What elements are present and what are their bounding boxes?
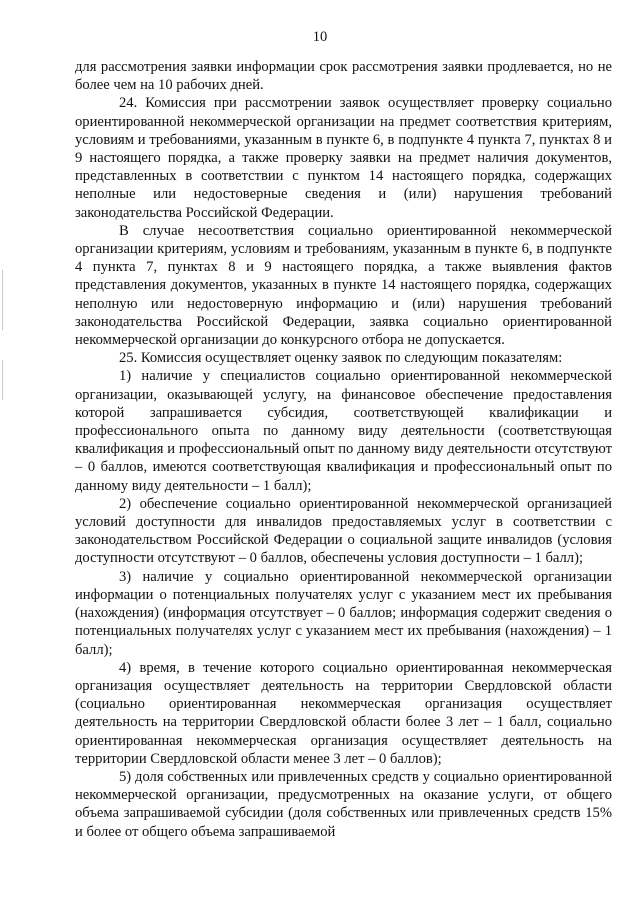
paragraph-noncompliance: В случае несоответствия социально ориентированной некоммерческой организации критериям, условиям и требованиям, указанным в пункте 6, в подпункте 4 пункта 7, пунктах 8 и 9 настоящего порядка, а также выявления фактов представления документов, указанных в пункте 14 настоящего порядка, содержащих неполную или недостоверную информацию и (или) нарушения требований законодательства Российской Федерации, заявка социально ориентированной некоммерческой организации до конкурсного отбора не допускается.	[75, 222, 612, 349]
page-number: 10	[312, 29, 328, 45]
paragraph-item-25: 25. Комиссия осуществляет оценку заявок по следующим показателям:	[119, 350, 563, 367]
criterion-4: 4) время, в течение которого социально ориентированная некоммерческая организация осуществляет деятельность на территории Свердловской области (социально ориентированная некоммерческая организация осуществляет деятельность на территории Свердловской области более 3 лет – 1 балл, социально ориентированная некоммерческая организация осуществляет деятельность на территории Свердловской области менее 3 лет – 0 баллов);	[75, 659, 612, 767]
criterion-2: 2) обеспечение социально ориентированной некоммерческой организацией условий доступности для инвалидов предоставляемых услуг в соответствии с законодательством Российской Федерации о социальной защите инвалидов (условия доступности отсутствуют – 0 баллов, обеспечены условия доступности – 1 балл);	[75, 495, 612, 567]
scan-edge-mark	[2, 270, 3, 330]
criterion-5: 5) доля собственных или привлеченных средств у социально ориентированной некоммерческой организации, предусмотренных на оказание услуги, от общего объема запрашиваемой субсидии (доля собственных или привлеченных средств 15% и более от общего объема запрашиваемой	[75, 768, 612, 840]
criterion-3: 3) наличие у социально ориентированной некоммерческой организации информации о потенциальных получателях услуг с указанием мест их пребывания (нахождения) (информация отсутствует – 0 баллов; информация содержит сведения о потенциальных получателях услуг с указанием мест их пребывания (нахождения) – 1 балл);	[75, 568, 612, 658]
document-body	[75, 58, 612, 841]
criterion-1: 1) наличие у специалистов социально ориентированной некоммерческой организации, оказывающей услугу, на финансовое обеспечение предоставления которой запрашивается субсидия, соответствующей квалификации и профессионального опыта по данному виду деятельности (соответствующая квалификация и профессиональный опыт по данному виду деятельности отсутствуют – 0 баллов, имеются соответствующая квалификация и профессиональный опыт по данному виду деятельности – 1 балл);	[75, 368, 612, 494]
scan-edge-mark	[2, 360, 3, 400]
paragraph-continuation: для рассмотрения заявки информации срок рассмотрения заявки продлевается, но не более чем на 10 рабочих дней.	[75, 59, 612, 94]
paragraph-item-24: 24. Комиссия при рассмотрении заявок осуществляет проверку социально ориентированной некоммерческой организации на предмет соответствия критериям, условиям и требованиями, указанным в пункте 6, в подпункте 4 пункта 7, пунктах 8 и 9 настоящего порядка, а также проверку заявки на предмет наличия документов, представленных в соответствии с пунктом 14 настоящего порядка, содержащих неполные или недостоверные сведения и (или) нарушения требований законодательства Российской Федерации.	[75, 95, 612, 221]
